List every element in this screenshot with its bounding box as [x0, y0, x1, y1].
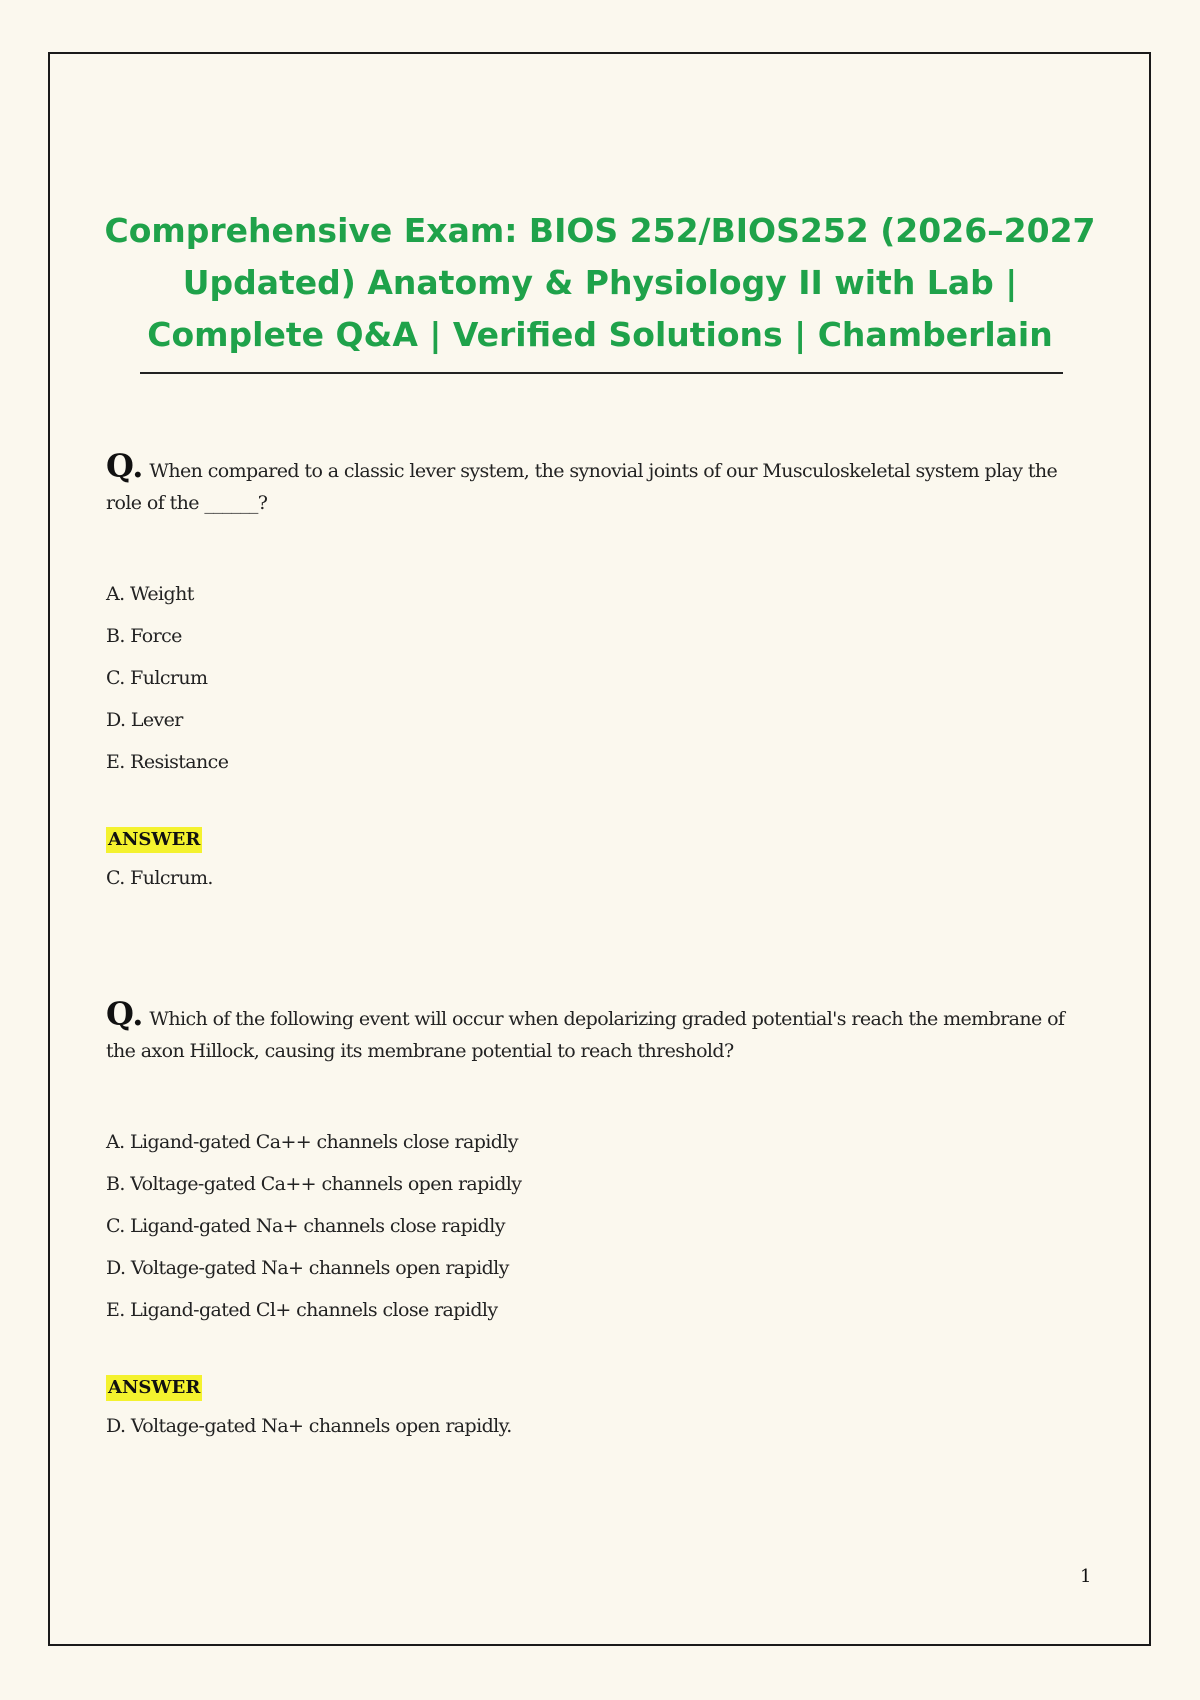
answer-label: ANSWER	[106, 1375, 202, 1401]
option-c: C. Ligand-gated Na+ channels close rapidly	[106, 1215, 505, 1237]
page-number: 1	[1080, 1566, 1092, 1587]
option-e: E. Resistance	[106, 751, 229, 773]
option-list	[106, 573, 1086, 783]
answer-label: ANSWER	[106, 827, 202, 853]
question-prompt: When compared to a classic lever system, the synovial joints of our Musculoskeletal system play the role of the ______?	[106, 460, 1058, 514]
option-list	[106, 1121, 1086, 1331]
answer-text: D. Voltage-gated Na+ channels open rapidly.	[106, 1415, 512, 1437]
option-d: D. Voltage-gated Na+ channels open rapidly	[106, 1257, 509, 1279]
option-e: E. Ligand-gated Cl+ channels close rapidly	[106, 1299, 498, 1321]
option-c: C. Fulcrum	[106, 667, 208, 689]
question-text	[106, 447, 1086, 519]
question-block-2	[106, 995, 1086, 1441]
question-marker: Q.	[106, 995, 144, 1033]
question-block-1	[106, 447, 1086, 893]
option-b: B. Voltage-gated Ca++ channels open rapidly	[106, 1173, 522, 1195]
answer-text: C. Fulcrum.	[106, 867, 213, 889]
option-a: A. Ligand-gated Ca++ channels close rapidly	[106, 1131, 518, 1153]
question-text	[106, 995, 1086, 1067]
question-marker: Q.	[106, 447, 144, 485]
option-b: B. Force	[106, 625, 182, 647]
option-a: A. Weight	[106, 583, 194, 605]
document-title: Comprehensive Exam: BIOS 252/BIOS252 (2026–2027 Updated) Anatomy & Physiology II with Lab | Complete Q&A | Verified Solutions | Chamberlain	[104, 211, 1096, 354]
title-divider	[140, 372, 1063, 374]
option-d: D. Lever	[106, 709, 183, 731]
question-prompt: Which of the following event will occur when depolarizing graded potential's reach the membrane of the axon Hillock, causing its membrane potential to reach threshold?	[106, 1008, 1065, 1062]
